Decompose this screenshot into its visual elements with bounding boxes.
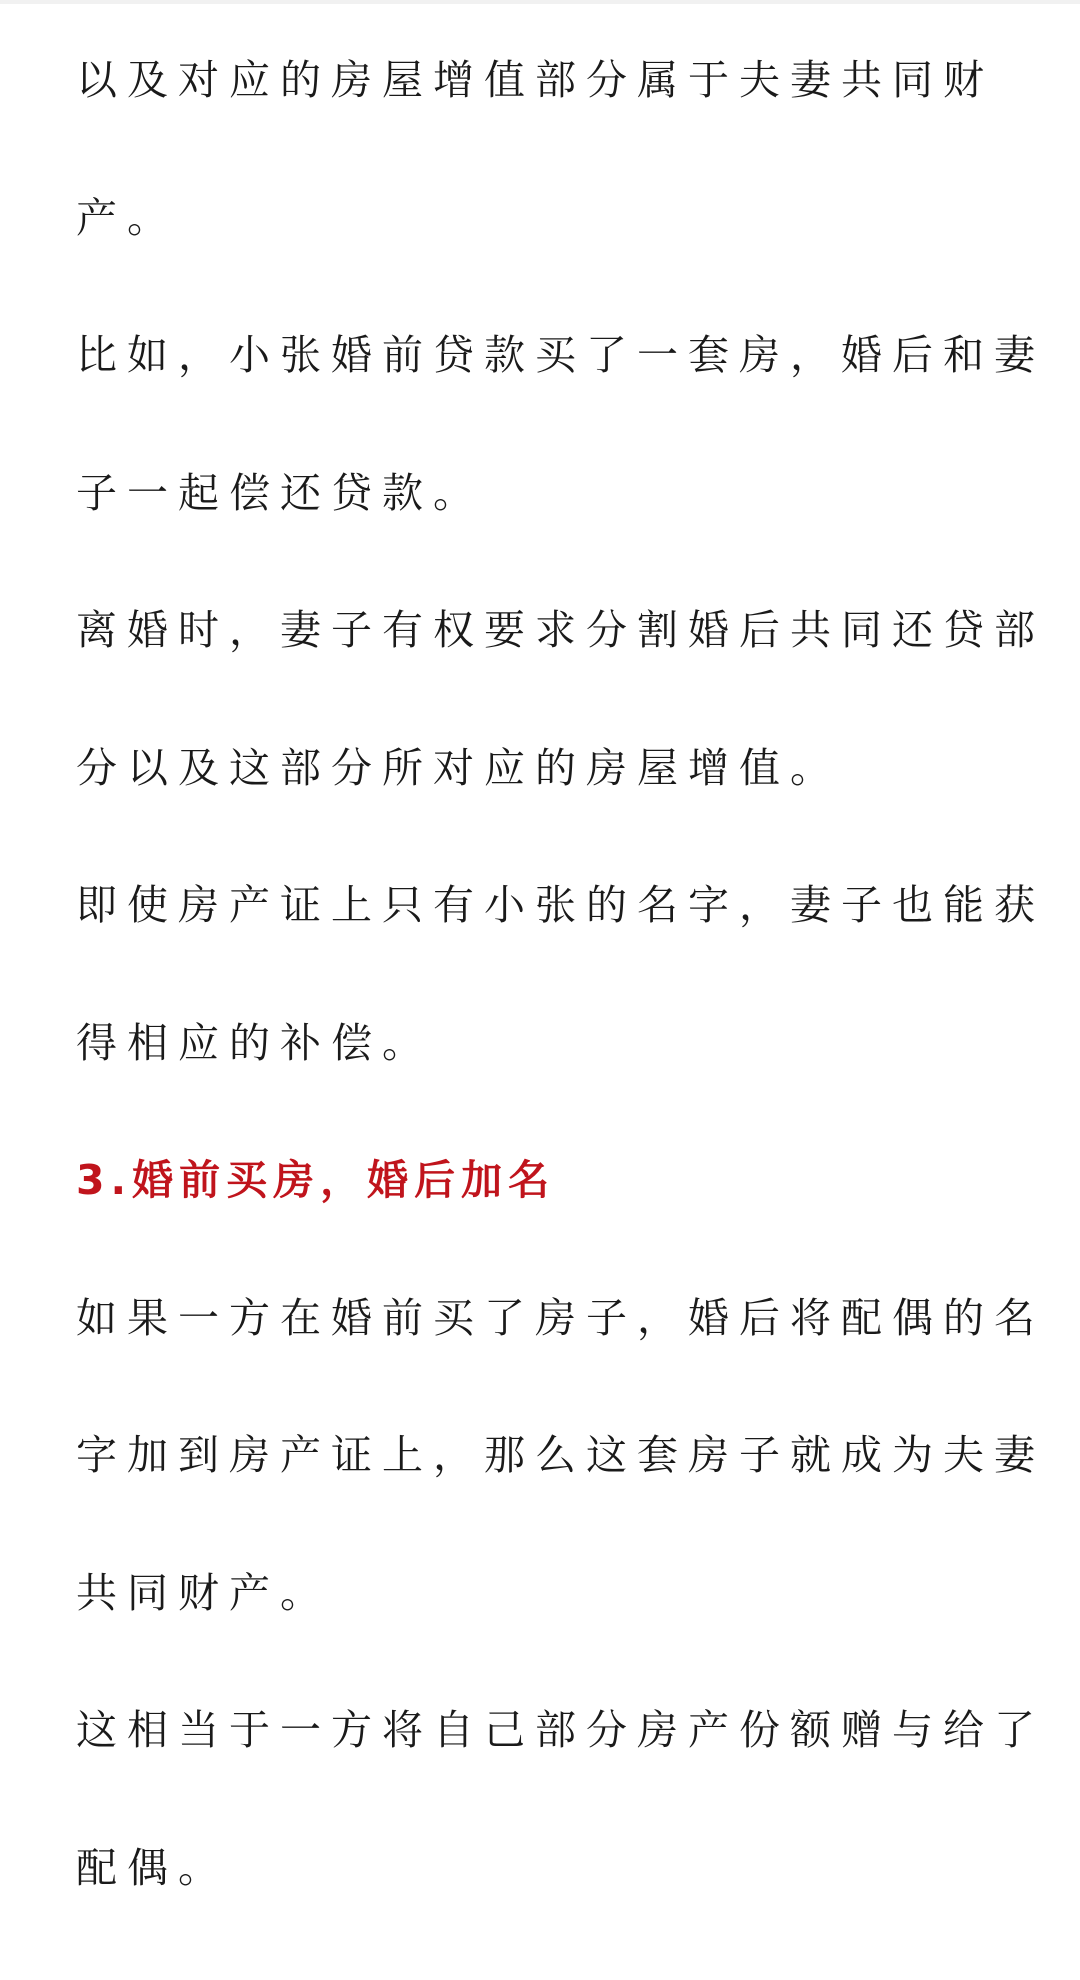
paragraph-3-line-2: 分以及这部分所对应的房屋增值。: [76, 743, 1004, 881]
paragraph-5-line-2: 字加到房产证上，那么这套房子就成为夫妻: [76, 1430, 1004, 1568]
paragraph-2-line-2: 子一起偿还贷款。: [76, 468, 1004, 606]
paragraph-6-line-2: 配偶。: [76, 1843, 1004, 1980]
paragraph-3-line-1: 离婚时，妻子有权要求分割婚后共同还贷部: [76, 605, 1004, 743]
paragraph-1-line-2: 产。: [76, 193, 1004, 331]
article-body: [76, 55, 1004, 1980]
paragraph-2-line-1: 比如，小张婚前贷款买了一套房，婚后和妻: [76, 330, 1004, 468]
section-heading: 3.婚前买房，婚后加名: [76, 1155, 1004, 1293]
paragraph-5-line-1: 如果一方在婚前买了房子，婚后将配偶的名: [76, 1293, 1004, 1431]
paragraph-4-line-1: 即使房产证上只有小张的名字，妻子也能获: [76, 880, 1004, 1018]
top-divider: [0, 0, 1080, 4]
paragraph-6-line-1: 这相当于一方将自己部分房产份额赠与给了: [76, 1705, 1004, 1843]
paragraph-5-line-3: 共同财产。: [76, 1568, 1004, 1706]
paragraph-4-line-2: 得相应的补偿。: [76, 1018, 1004, 1156]
paragraph-1-line-1: 以及对应的房屋增值部分属于夫妻共同财: [76, 55, 1004, 193]
